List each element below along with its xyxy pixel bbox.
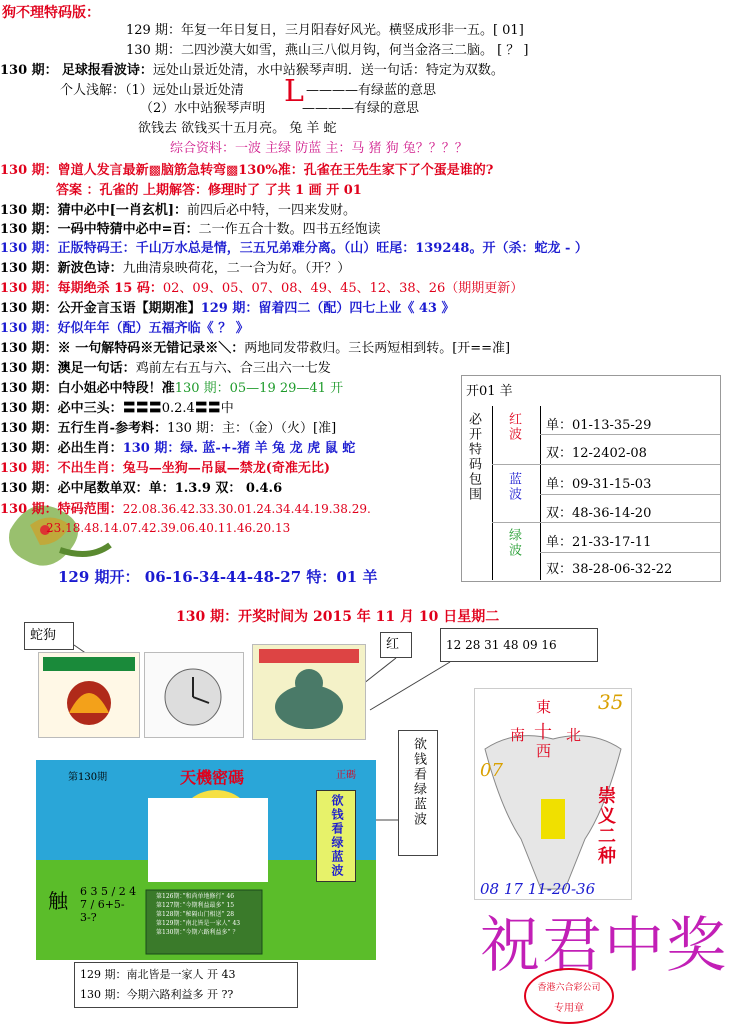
poem-note2: （2）水中站猴琴声明 [140, 101, 266, 116]
line-text: 鸡前左右五与六、合三出六一七发 [135, 361, 331, 376]
line-label: 130 期： [0, 502, 58, 517]
skull-east: 東 [536, 698, 552, 716]
line-label: 130 期： [0, 441, 58, 456]
guess-line [0, 202, 356, 220]
bottom-box [74, 962, 298, 1008]
line-title: 必中尾数单双： [57, 481, 149, 496]
line-title: 特码范围： [57, 502, 123, 517]
line-text: 22.08.36.42.33.30.01.24.34.44.19.38.29. [122, 502, 371, 516]
line-label: 130 期： [0, 281, 58, 296]
line-label: 130 期： [0, 461, 58, 476]
line-text: 23.18.48.14.07.42.39.06.40.11.46.20.13 [46, 521, 291, 535]
panel-nums: 6 3 5 / 2 4 7 / 6+5-3-? [80, 885, 137, 924]
page-title: 狗不理特码版： [2, 5, 100, 21]
line-label: 130 期： [0, 321, 58, 336]
history-129 [126, 22, 524, 40]
bottom-line-2: 130 期：今期六路利益多 开 ?? [80, 988, 234, 1001]
panel-list [156, 892, 240, 937]
line-label: 130 期： [0, 381, 58, 396]
skull-north: 北 [566, 726, 582, 744]
green-single: 单：21-33-17-11 [546, 535, 652, 550]
line-title: ※ 一句解特码※无错记录※＼： [57, 341, 245, 356]
white-lady-line [0, 380, 343, 398]
range-line [0, 500, 371, 519]
red-double: 双：12-2402-08 [546, 446, 647, 461]
line-text: 129 期：留着四二（配）四七上业《 43 》 [200, 301, 455, 316]
line-text: 02、09、05、07、08、49、45、12、38、26（期期更新） [162, 281, 524, 296]
wave-red: 红波 [506, 412, 521, 442]
five-elements-line [0, 420, 336, 438]
skull-south: 南 [510, 726, 526, 744]
callout-red: 红 [380, 632, 412, 658]
draw-time: 130 期：开奖时间为 2015 年 11 月 10 日星期二 [176, 609, 500, 625]
thumb-fire [38, 652, 140, 738]
wave-table [461, 375, 721, 582]
skull-n2: 07 [480, 760, 503, 781]
list-item: 第126期：”和尚单地修行” 46 [156, 893, 235, 900]
panel-white-box [148, 798, 268, 882]
kill15-line [0, 280, 523, 298]
skull-n1: 35 [598, 690, 624, 714]
line-text: 二一作五合十数。四书五经饱读 [198, 222, 381, 237]
blessing: 祝君中奖 [480, 911, 728, 981]
history-period: 129 期： [126, 23, 181, 38]
line-title: 白小姐必中特段！准 [57, 381, 175, 396]
green-double: 双：38-28-06-32-22 [546, 562, 673, 577]
bottom-line-1: 129 期：南北皆是一家人 开 43 [80, 968, 236, 981]
line-text: 130 期：主：（金）（火）[准] [167, 421, 337, 436]
line-text: 两地同发带救归。三长两短相到转。[开==准] [244, 341, 511, 356]
must-zodiac-line [0, 440, 355, 458]
line-title: 五行生肖-参考料： [57, 421, 168, 436]
skull-bottom: 08 17 11-20-36 [480, 880, 596, 898]
stamp-text: 香港六合彩公司 [537, 983, 601, 993]
panel-tag: 第130期 [68, 772, 108, 783]
three-heads-line [0, 400, 234, 418]
line-label: 130 期： [0, 361, 58, 376]
line-title: 猜中必中[一肖玄机]： [57, 203, 187, 218]
blue-double: 双：48-36-14-20 [546, 506, 652, 521]
line-label: 130 期： [0, 241, 58, 256]
no-zodiac-line [0, 460, 330, 478]
skull-side: 崇义二种 [595, 786, 616, 866]
note1: （1）远处山景近处清 [125, 83, 244, 98]
history-period: 130 期： [126, 43, 181, 58]
line-title: 每期绝杀 15 码： [57, 281, 163, 296]
line-label: 130 期： [0, 261, 58, 276]
poem-title: 足球报看波诗： [61, 63, 153, 78]
skull-ten: 十 [534, 722, 552, 743]
zhengban-line [0, 240, 588, 258]
note2-tail: ————有绿的意思 [302, 101, 420, 116]
history-text: 年复一年日复日，三月阳春好风光。横竖成形非一五。[ 01] [180, 23, 524, 38]
range-line-2 [46, 519, 290, 537]
wave-blue: 蓝波 [506, 472, 521, 502]
line-label: 130 期： [0, 163, 58, 178]
table-top: 开01 羊 [466, 384, 513, 399]
line-title: 必出生肖： [57, 441, 123, 456]
poem-line [0, 62, 504, 80]
poem-note1 [60, 82, 244, 100]
list-item: 第130期：”今期六路利益多” ？ [156, 929, 239, 936]
line-title: 正版特码王： [57, 241, 136, 256]
list-item: 第127期：”今期利益最多” 15 [156, 902, 235, 909]
line-title: 不出生肖： [57, 461, 123, 476]
wave-poem-line [0, 260, 350, 278]
answer-line [56, 182, 362, 200]
history-130 [126, 42, 529, 60]
big-L-mark: L [284, 74, 304, 109]
line-title: 必中三头： [57, 401, 123, 416]
riddle-line [0, 162, 493, 180]
line-text: 130 期：05—19 29—41 开 [174, 381, 344, 396]
list-item: 第128期：”秘隔山门相送” 28 [156, 911, 235, 918]
line-label: 130 期： [0, 301, 58, 316]
line-title: 澳足一句话： [57, 361, 136, 376]
poem-summary: 综合资料：一波 主绿 防蓝 主：马 猪 狗 兔？？？？ [170, 141, 468, 156]
poem-line3: 欲钱去 欲钱买十五月亮。 兔 羊 蛇 [138, 121, 337, 136]
blue-single: 单：09-31-15-03 [546, 477, 652, 492]
line-text: 千山万水总是情，三五兄弟难分离。（山）旺尾：139248。开（杀：蛇龙 - ） [135, 241, 588, 256]
line-label: 130 期： [0, 63, 58, 78]
line-title: 公开金言玉语【期期准】 [57, 301, 201, 316]
note1-tail: ————有绿蓝的意思 [306, 83, 437, 98]
skull-west: 西 [536, 742, 552, 760]
line-title: 新波色诗： [57, 261, 123, 276]
line-label: 130 期： [0, 401, 58, 416]
note-label: 个人浅解： [60, 83, 126, 98]
panel-title: 天機密碼 [180, 768, 245, 787]
callout-numbers: 12 28 31 48 09 16 [440, 628, 598, 662]
callout-snake-dog: 蛇狗 [24, 622, 74, 650]
line-label: 130 期： [0, 222, 58, 237]
haosi-line [0, 320, 249, 338]
result-129: 129 期开： 06-16-34-44-48-27 特：01 羊 [58, 568, 378, 586]
panel-box: 欲钱看绿蓝波 [316, 790, 356, 882]
line-text: 前四后必中特，一四来发财。 [186, 203, 356, 218]
jinyan-line [0, 300, 455, 318]
thumb-clock [144, 652, 244, 738]
one-sentence-line [0, 340, 510, 358]
one-code-line [0, 221, 381, 239]
line-label: 130 期： [0, 341, 58, 356]
line-label: 130 期： [0, 421, 58, 436]
line-text: 130 期：绿. 蓝-+-猪 羊 兔 龙 虎 鼠 蛇 [122, 441, 356, 456]
history-text: 二四沙漠大如雪，燕山三八似月钩，何当金洛三二脑。 [ ？ ] [180, 43, 529, 58]
line-label: 130 期： [0, 203, 58, 218]
callout-money: 欲钱看绿蓝波 [398, 730, 438, 856]
line-text: 兔马—坐狗—吊鼠—禁龙(奇准无比) [122, 461, 330, 476]
line-title: 好似年年（配）五福齐临《 ？ 》 [57, 321, 249, 336]
poem-text: 远处山景近处清，水中站猴琴声明．送一句话：特定为双数。 [152, 63, 504, 78]
stamp [524, 968, 614, 1024]
line-text: 答案 ：孔雀的 上期解答：修理时了 了共 1 画 开 01 [56, 183, 362, 198]
red-single: 单：01-13-35-29 [546, 418, 652, 433]
stamp-sub: 专用章 [554, 1003, 584, 1014]
table-side-label: 必开特码包围 [466, 412, 481, 502]
line-text: 〓〓〓0.2.4〓〓中 [122, 401, 234, 416]
thumb-buddha [252, 644, 366, 740]
wave-green: 绿波 [506, 528, 521, 558]
list-item: 第129期：”南北皆是一家人” 43 [156, 920, 241, 927]
panel-touch: 触 [48, 889, 68, 913]
line-label: 130 期： [0, 481, 58, 496]
macau-line [0, 360, 331, 378]
line-text: 九曲清泉映荷花，二一合为好。（开？） [122, 261, 351, 276]
line-text: 曾道人发言最新▩脑筋急转弯▩130%准：孔雀在王先生家下了个蛋是谁的? [57, 163, 494, 178]
line-text: 单：1.3.9 双： 0.4.6 [148, 481, 283, 496]
panel-zhengba: 正碼 [336, 770, 356, 781]
line-title: 一码中特猜中必中=百： [57, 222, 199, 237]
